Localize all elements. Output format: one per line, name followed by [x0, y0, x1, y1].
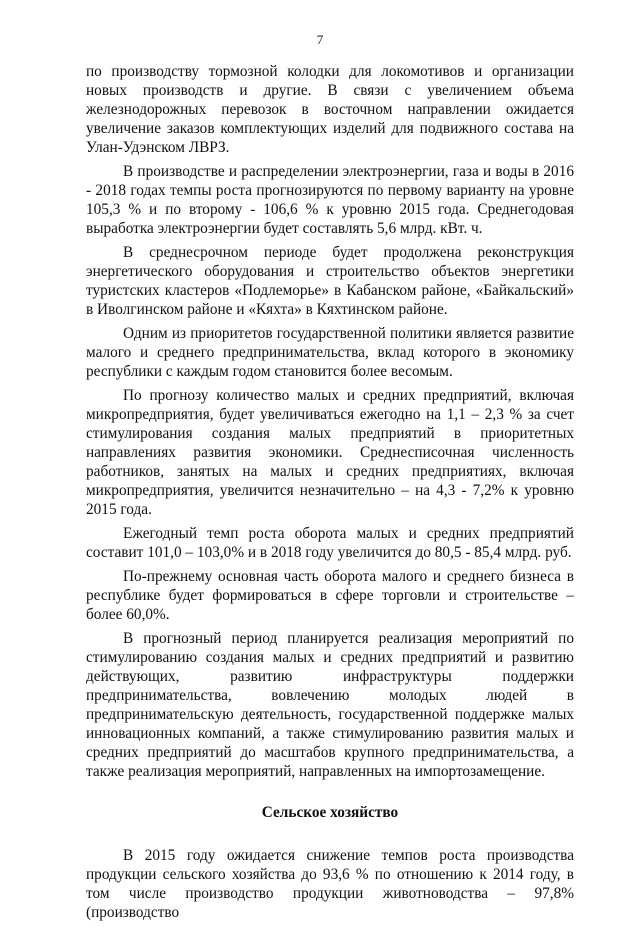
document-body	[86, 62, 574, 927]
paragraph-energy-reconstruction: В среднесрочном периоде будет продолжена реконструкция энергетического оборудования и строительство объектов энергетики туристских кластеров «Подлеморье» в Кабанском районе, «Байкальский» в Иволгинском районе и «Кяхта» в Кяхтинском районе.	[86, 244, 574, 318]
section-heading: Сельское хозяйство	[261, 804, 399, 821]
paragraph-support-measures: В прогнозный период планируется реализация мероприятий по стимулированию создания малых и средних предприятий и развитию действующих, развитию инфраструктуры поддержки предпринимательства, вовлечению молодых людей в предпринимательскую деятельность, государственной поддержке малых инновационных компаний, а также стимулированию развития малых и средних предприятий до масштабов крупного предпринимательства, а также реализация мероприятий, направленных на импортозамещение.	[86, 630, 574, 780]
paragraph-agriculture: В 2015 году ожидается снижение темпов роста производства продукции сельского хозяйства до 93,6 % по отношению к 2014 году, в том числе производство продукции животноводства – 97,8% (производство	[86, 847, 574, 921]
paragraph-turnover-growth: Ежегодный темп роста оборота малых и средних предприятий составит 101,0 – 103,0% и в 2018 году увеличится до 80,5 - 85,4 млрд. руб.	[86, 525, 574, 561]
paragraph-turnover-structure: По-прежнему основная часть оборота малого и среднего бизнеса в республике будет формироваться в сфере торговли и строительстве – более 60,0%.	[86, 568, 574, 623]
paragraph-continuation: по производству тормозной колодки для локомотивов и организации новых производств и другие. В связи с увеличением объема железнодорожных перевозок в восточном направлении ожидается увеличение заказов комплектующих изделий для подвижного состава на Улан-Удэнском ЛВРЗ.	[86, 63, 574, 156]
paragraph-electricity: В производстве и распределении электроэнергии, газа и воды в 2016 - 2018 годах темпы роста прогнозируются по первому варианту на уровне 105,3 % и по второму - 106,6 % к уровню 2015 года. Среднегодовая выработка электроэнергии будет составлять 5,6 млрд. кВт. ч.	[86, 163, 574, 237]
page-number: 7	[316, 32, 324, 47]
paragraph-small-business-priority: Одним из приоритетов государственной политики является развитие малого и среднего предпринимательства, вклад которого в экономику республики с каждым годом становится более весомым.	[86, 325, 574, 380]
paragraph-enterprise-forecast: По прогнозу количество малых и средних предприятий, включая микропредприятия, будет увеличиваться ежегодно на 1,1 – 2,3 % за счет стимулирования создания малых предприятий в приоритетных направлениях развития экономики. Среднесписочная численность работников, занятых на малых и средних предприятиях, включая микропредприятия, увеличится незначительно – на 4,3 - 7,2% к уровню 2015 года.	[86, 387, 574, 518]
